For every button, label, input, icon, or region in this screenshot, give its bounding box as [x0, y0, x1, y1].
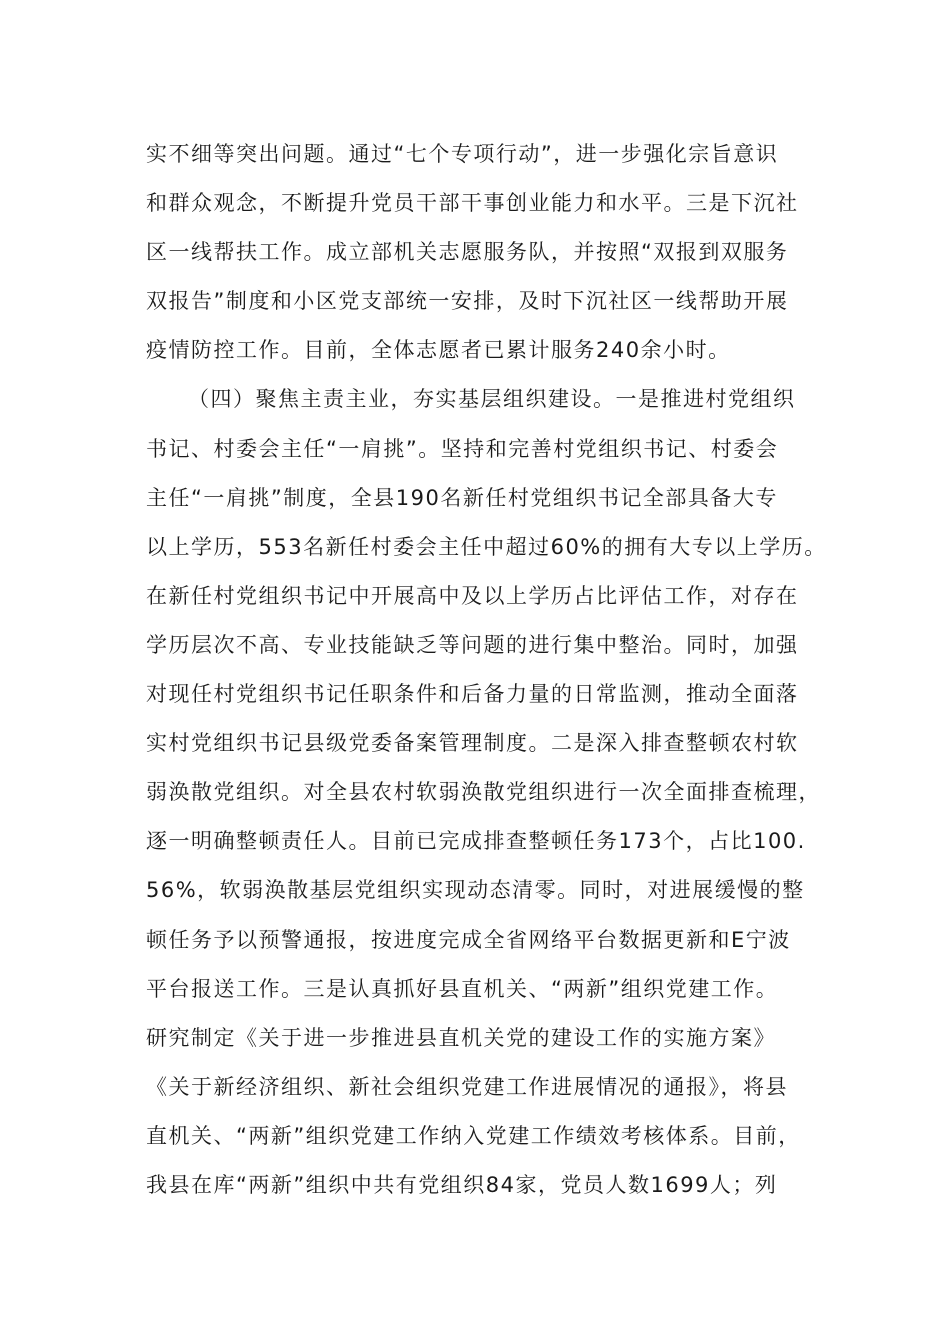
text-line: 疫情防控工作。目前，全体志愿者已累计服务240余小时。 [146, 338, 731, 363]
text-line: 直机关、“两新”组织党建工作纳入党建工作绩效考核体系。目前， [146, 1123, 801, 1148]
text-line: 弱涣散党组织。对全县农村软弱涣散党组织进行一次全面排查梳理， [146, 780, 821, 805]
text-line: 顿任务予以预警通报，按进度完成全省网络平台数据更新和E宁波 [146, 927, 791, 952]
text-line: 我县在库“两新”组织中共有党组织84家，党员人数1699人；列 [146, 1172, 778, 1197]
text-line: 书记、村委会主任“一肩挑”。坚持和完善村党组织书记、村委会 [146, 436, 779, 461]
text-line: 对现任村党组织书记任职条件和后备力量的日常监测，推动全面落 [146, 682, 799, 707]
text-line: 逐一明确整顿责任人。目前已完成排查整顿任务173个，占比100. [146, 829, 806, 854]
text-line: 平台报送工作。三是认真抓好县直机关、“两新”组织党建工作。 [146, 976, 779, 1001]
text-line: 56%，软弱涣散基层党组织实现动态清零。同时，对进展缓慢的整 [146, 878, 805, 903]
body-text [146, 130, 826, 1210]
paragraph-start-line: （四）聚焦主责主业，夯实基层组织建设。一是推进村党组织 [188, 387, 796, 412]
text-line: 研究制定《关于进一步推进县直机关党的建设工作的实施方案》 [146, 1025, 776, 1050]
text-line: 《关于新经济组织、新社会组织党建工作进展情况的通报》，将县 [146, 1074, 788, 1099]
text-line: 实不细等突出问题。通过“七个专项行动”，进一步强化宗旨意识 [146, 142, 779, 166]
text-line: 双报告”制度和小区党支部统一安排，及时下沉社区一线帮助开展 [146, 289, 789, 314]
text-line: 主任“一肩挑”制度，全县190名新任村党组织书记全部具备大专 [146, 485, 778, 510]
text-line: 实村党组织书记县级党委备案管理制度。二是深入排查整顿农村软 [146, 731, 799, 756]
text-line: 和群众观念，不断提升党员干部干事创业能力和水平。三是下沉社 [146, 191, 799, 216]
text-line: 在新任村党组织书记中开展高中及以上学历占比评估工作，对存在 [146, 583, 799, 608]
text-line: 区一线帮扶工作。成立部机关志愿服务队，并按照“双报到双服务 [146, 240, 789, 265]
text-line: 以上学历，553名新任村委会主任中超过60%的拥有大专以上学历。 [146, 534, 827, 559]
text-line: 学历层次不高、专业技能缺乏等问题的进行集中整治。同时，加强 [146, 632, 799, 657]
